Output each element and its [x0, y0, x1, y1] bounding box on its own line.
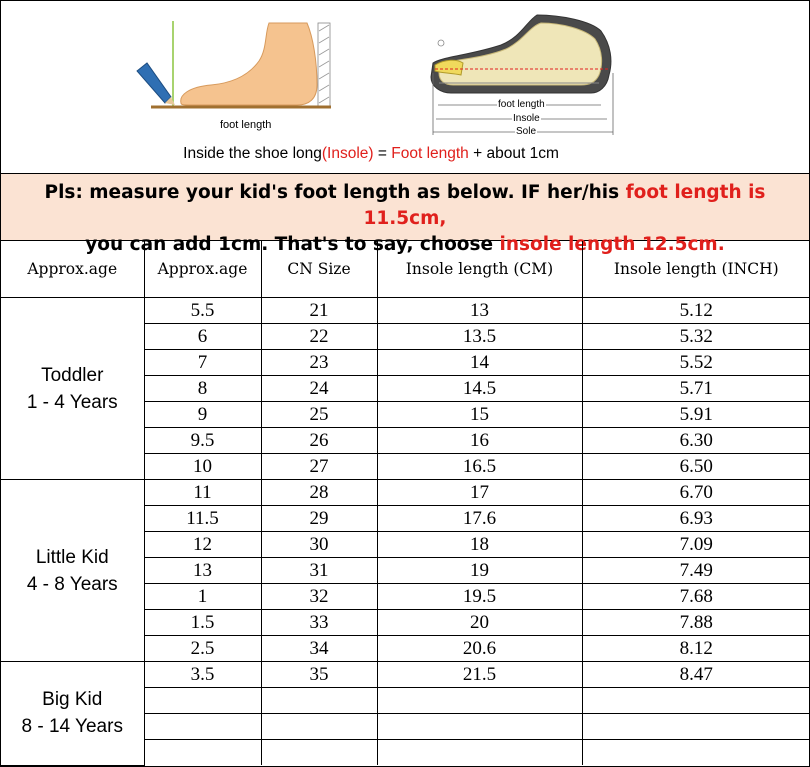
insole-cm-cell: 20.6 — [377, 636, 582, 662]
approx-age-cell: 12 — [144, 532, 261, 558]
approx-age-cell — [144, 714, 261, 740]
tagline-foot-length: Foot length — [391, 145, 469, 162]
tagline-part: + about 1cm — [468, 145, 559, 162]
notice-text: you can add 1cm. That's to say, choose — [85, 234, 500, 255]
insole-cm-cell: 13 — [377, 298, 582, 324]
age-group-name: Big Kid — [42, 689, 103, 711]
insole-cm-cell: 17.6 — [377, 506, 582, 532]
insole-inch-cell: 5.52 — [582, 350, 810, 376]
insole-inch-cell — [582, 688, 810, 714]
insole-cm-cell: 15 — [377, 402, 582, 428]
table-header-row — [1, 241, 810, 298]
cn-size-cell: 22 — [261, 324, 377, 350]
cn-size-cell — [261, 740, 377, 766]
approx-age-cell — [144, 740, 261, 766]
approx-age-cell: 1 — [144, 584, 261, 610]
cn-size-cell: 35 — [261, 662, 377, 688]
insole-cm-cell — [377, 740, 582, 766]
table-row — [1, 662, 810, 688]
header-cell: Approx.age — [144, 241, 261, 298]
cn-size-cell: 26 — [261, 428, 377, 454]
insole-inch-cell: 6.30 — [582, 428, 810, 454]
cn-size-cell: 28 — [261, 480, 377, 506]
table-body — [1, 298, 810, 766]
table-row — [1, 298, 810, 324]
age-group-range: 1 - 4 Years — [26, 391, 118, 413]
cn-size-cell: 34 — [261, 636, 377, 662]
header-cell: Approx.age — [1, 241, 144, 298]
approx-age-cell: 11 — [144, 480, 261, 506]
cn-size-cell: 24 — [261, 376, 377, 402]
age-group-cell — [1, 662, 144, 766]
insole-cm-cell: 16 — [377, 428, 582, 454]
cn-size-cell: 25 — [261, 402, 377, 428]
tagline-insole: (Insole) — [321, 145, 374, 162]
insole-inch-cell: 5.12 — [582, 298, 810, 324]
approx-age-cell: 6 — [144, 324, 261, 350]
approx-age-cell: 11.5 — [144, 506, 261, 532]
insole-cm-cell: 19.5 — [377, 584, 582, 610]
insole-inch-cell: 8.47 — [582, 662, 810, 688]
insole-cm-cell: 21.5 — [377, 662, 582, 688]
insole-inch-cell — [582, 740, 810, 766]
pencil-icon — [137, 63, 175, 105]
cn-size-cell — [261, 688, 377, 714]
shoe-sole-label: Sole — [516, 126, 537, 137]
cn-size-cell: 30 — [261, 532, 377, 558]
age-group-range: 8 - 14 Years — [21, 716, 123, 738]
insole-cm-cell: 17 — [377, 480, 582, 506]
insole-inch-cell — [582, 714, 810, 740]
insole-inch-cell: 5.91 — [582, 402, 810, 428]
size-table — [1, 241, 810, 766]
insole-cm-cell: 16.5 — [377, 454, 582, 480]
notice-line-1 — [1, 174, 809, 232]
approx-age-cell: 9.5 — [144, 428, 261, 454]
notice-text: Pls: measure your kid's foot length as below. IF her/his — [44, 182, 626, 203]
approx-age-cell — [144, 688, 261, 714]
header-cell: CN Size — [261, 241, 377, 298]
insole-cm-cell: 14 — [377, 350, 582, 376]
approx-age-cell: 10 — [144, 454, 261, 480]
insole-inch-cell: 5.71 — [582, 376, 810, 402]
approx-age-cell: 7 — [144, 350, 261, 376]
tagline-part: Inside the shoe long — [183, 145, 322, 162]
insole-cm-cell — [377, 714, 582, 740]
foot-length-caption: foot length — [220, 119, 272, 131]
insole-cm-cell: 14.5 — [377, 376, 582, 402]
notice-highlight: foot length is 11.5cm, — [363, 182, 766, 229]
insole-cm-cell — [377, 688, 582, 714]
insole-cm-cell: 13.5 — [377, 324, 582, 350]
shoe-insole-label: Insole — [513, 113, 540, 124]
insole-inch-cell: 7.68 — [582, 584, 810, 610]
measurement-notice — [1, 174, 809, 255]
foot-drawing — [137, 21, 331, 108]
cn-size-cell: 27 — [261, 454, 377, 480]
shoe-foot-length-label: foot length — [498, 99, 545, 110]
insole-inch-cell: 6.93 — [582, 506, 810, 532]
cn-size-cell — [261, 714, 377, 740]
approx-age-cell: 8 — [144, 376, 261, 402]
measurement-illustration — [1, 1, 809, 174]
insole-inch-cell: 6.70 — [582, 480, 810, 506]
insole-cm-cell: 19 — [377, 558, 582, 584]
table-row — [1, 480, 810, 506]
insole-rule-text — [1, 145, 741, 163]
cn-size-cell: 31 — [261, 558, 377, 584]
cn-size-cell: 33 — [261, 610, 377, 636]
insole-cm-cell: 20 — [377, 610, 582, 636]
header-cell: Insole length (CM) — [377, 241, 582, 298]
approx-age-cell: 13 — [144, 558, 261, 584]
age-group-cell — [1, 298, 144, 480]
insole-inch-cell: 7.88 — [582, 610, 810, 636]
insole-inch-cell: 6.50 — [582, 454, 810, 480]
cn-size-cell: 21 — [261, 298, 377, 324]
approx-age-cell: 3.5 — [144, 662, 261, 688]
approx-age-cell: 5.5 — [144, 298, 261, 324]
age-group-name: Toddler — [41, 364, 104, 386]
age-group-name: Little Kid — [35, 546, 109, 568]
cn-size-cell: 29 — [261, 506, 377, 532]
insole-cm-cell: 18 — [377, 532, 582, 558]
notice-highlight: insole length 12.5cm. — [499, 234, 725, 255]
approx-age-cell: 2.5 — [144, 636, 261, 662]
age-group-cell — [1, 480, 144, 662]
cn-size-cell: 23 — [261, 350, 377, 376]
insole-inch-cell: 8.12 — [582, 636, 810, 662]
approx-age-cell: 1.5 — [144, 610, 261, 636]
insole-inch-cell: 7.09 — [582, 532, 810, 558]
approx-age-cell: 9 — [144, 402, 261, 428]
cn-size-cell: 32 — [261, 584, 377, 610]
header-cell: Insole length (INCH) — [582, 241, 810, 298]
tagline-part: = — [373, 145, 392, 162]
age-group-range: 4 - 8 Years — [26, 573, 118, 595]
insole-inch-cell: 5.32 — [582, 324, 810, 350]
insole-inch-cell: 7.49 — [582, 558, 810, 584]
